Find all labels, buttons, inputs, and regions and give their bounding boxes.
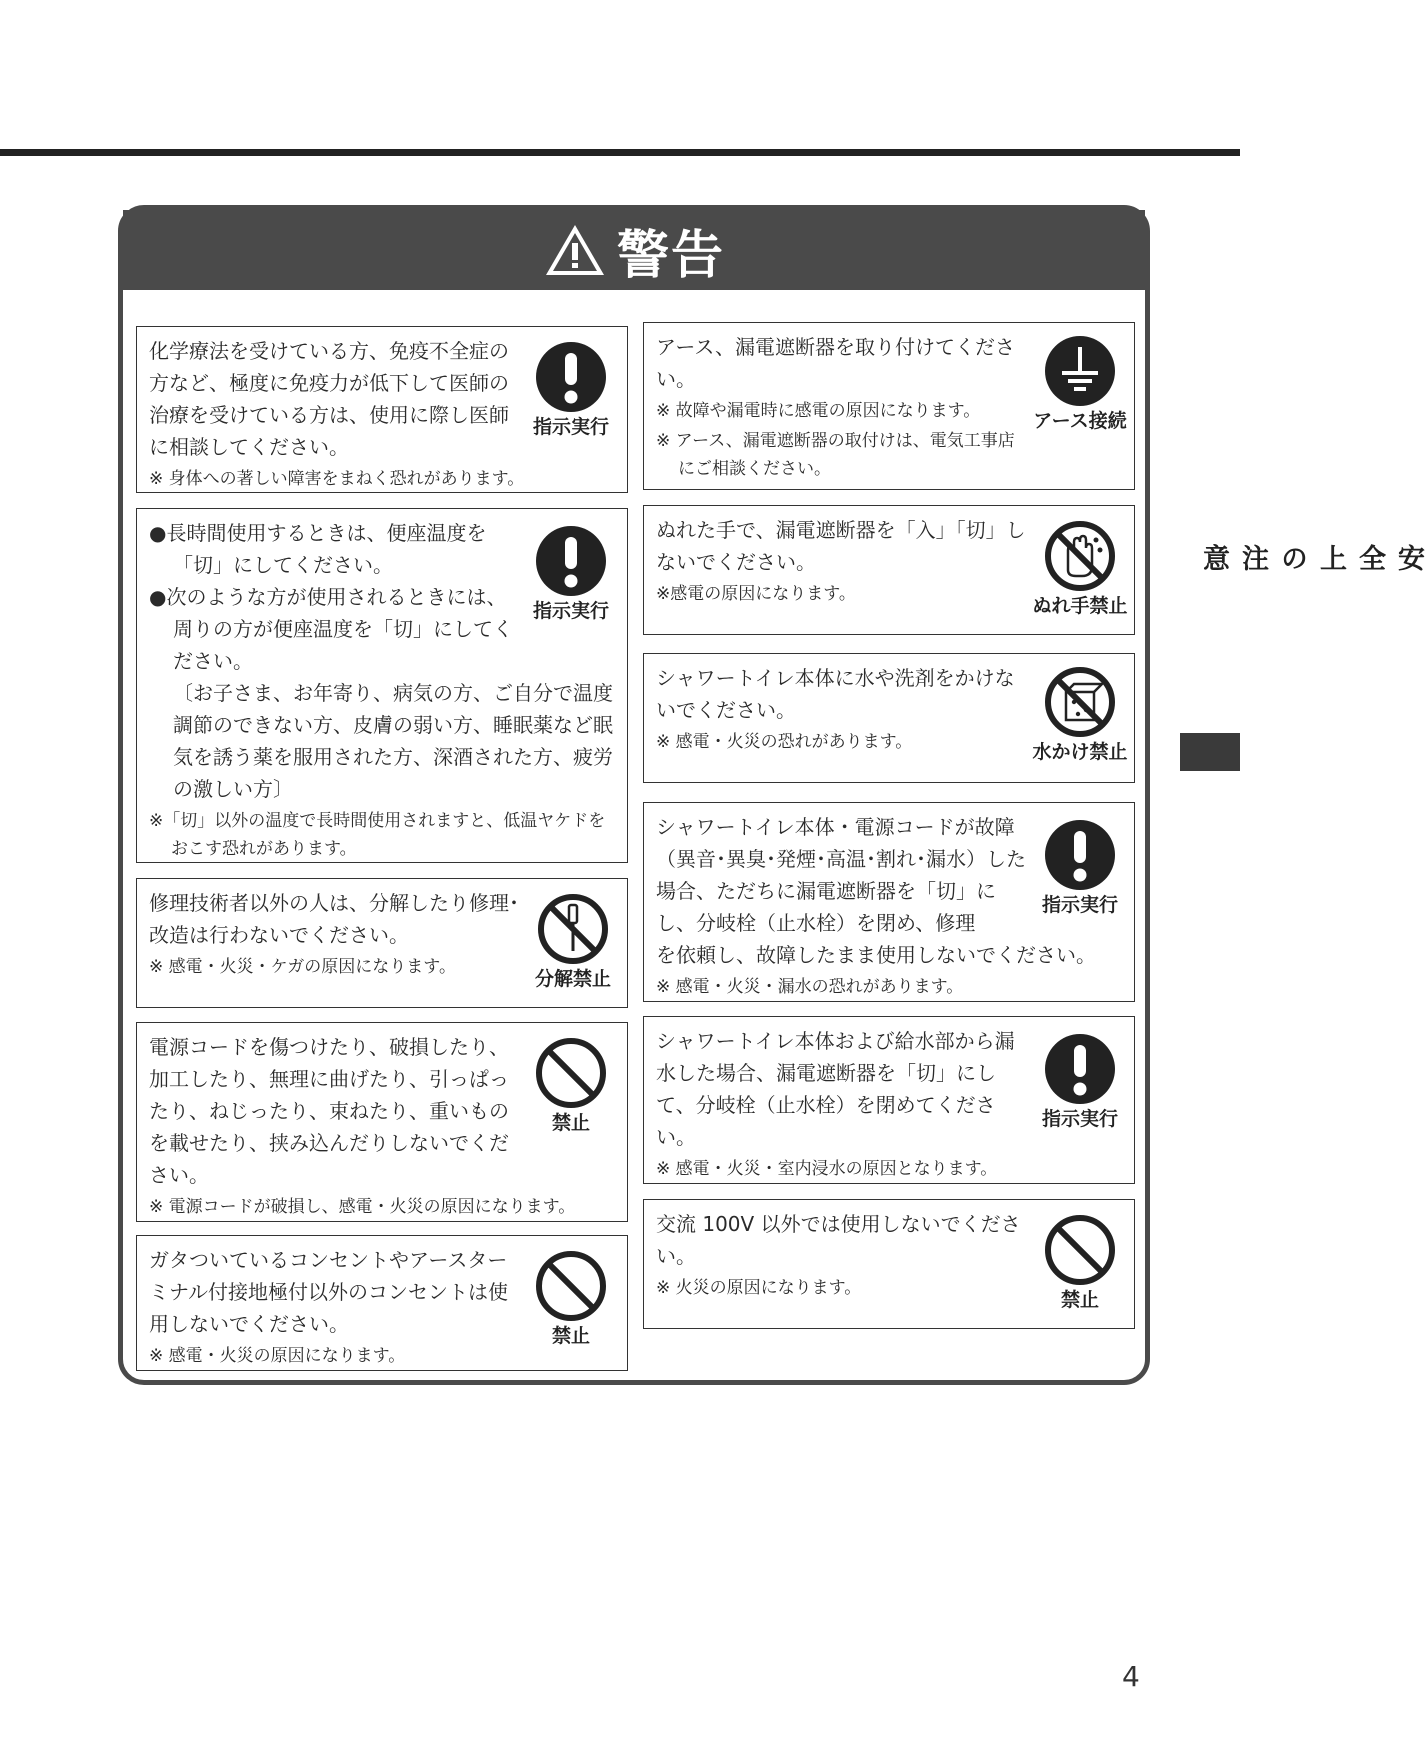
symbol-label: 指示実行 [1041,1108,1118,1130]
warning-note: ※ 感電・火災・ケガの原因になります。 [149,957,456,977]
warning-box-long-use [136,508,628,863]
warning-text: ガタついているコンセントやアースターミナル付接地極付以外のコンセントは使用しないでください。 [149,1248,508,1336]
warning-box-disassembly [136,878,628,1008]
warning-box-wet-hands [643,505,1135,635]
symbol-label: 禁止 [551,1112,590,1134]
warning-panel [118,205,1150,1385]
prohibited-icon [535,1037,607,1109]
no-wet-hands-icon [1044,520,1116,592]
warning-box-malfunction [643,802,1135,1002]
warning-symbol [1030,1033,1130,1131]
warning-header [123,210,1145,290]
warning-symbol [523,893,623,991]
warning-note: ※ アース、漏電遮断器の取付けは、電気工事店にご相談ください。 [656,431,1015,479]
symbol-label: ぬれ手禁止 [1032,595,1128,617]
symbol-label: 禁止 [1060,1289,1099,1311]
warning-symbol [1030,666,1130,764]
mandatory-action-icon [1044,819,1116,891]
warning-symbol [521,1250,621,1348]
no-water-splash-icon [1044,666,1116,738]
bullet-item: ●長時間使用するときは、便座温度を「切」にしてください。 [149,521,487,577]
warning-symbol [1030,819,1130,917]
bullet-item: ●次のような方が使用されるときには、周りの方が便座温度を「切」にしてください。 [149,585,513,673]
warning-note: ※ 感電・火災の原因になります。 [149,1346,406,1366]
warning-box-water-splash [643,653,1135,783]
prohibited-icon [535,1250,607,1322]
warning-note: ※「切」以外の温度で長時間使用されますと、低温ヤケドをおこす恐れがあります。 [149,811,606,859]
warning-symbol [521,525,621,623]
symbol-label: 禁止 [551,1325,590,1347]
warning-note: ※ 感電・火災・室内浸水の原因となります。 [656,1159,998,1179]
top-rule [0,149,1240,156]
symbol-label: 指示実行 [532,600,609,622]
warning-symbol [521,341,621,439]
warning-symbol [521,1037,621,1135]
mandatory-action-icon [1044,1033,1116,1105]
warning-text: シャワートイレ本体・電源コードが故障（異音･異臭･発煙･高温･割れ･漏水）した場合、ただちに漏電遮断器を「切」にし、分岐栓（止水栓）を閉め、修理 [656,815,1026,935]
warning-note: ※ 感電・火災・漏水の恐れがあります。 [656,977,964,997]
ground-connection-icon [1044,335,1116,407]
warning-box-voltage [643,1199,1135,1329]
warning-note: ※ 感電・火災の恐れがあります。 [656,732,913,752]
warning-symbol [1030,520,1130,618]
page-number: 4 [1122,1660,1140,1693]
symbol-label: 指示実行 [1041,894,1118,916]
warning-text: アース、漏電遮断器を取り付けてください。 [656,335,1015,391]
no-disassembly-icon [537,893,609,965]
warning-symbol [1030,1214,1130,1312]
warning-box-earth [643,322,1135,490]
warning-text: 電源コードを傷つけたり、破損したり、加工したり、無理に曲げたり、引っぱったり、ねじったり、束ねたり、重いものを載せたり、挟み込んだりしないでください。 [149,1035,509,1187]
symbol-label: 指示実行 [532,416,609,438]
warning-box-chemotherapy [136,326,628,493]
mandatory-action-icon [535,525,607,597]
warning-text: シャワートイレ本体に水や洗剤をかけないでください。 [656,666,1015,722]
warning-text-continued: を依頼し、故障したまま使用しないでください。 [656,943,1096,967]
warning-note: ※ 故障や漏電時に感電の原因になります。 [656,401,981,421]
warning-box-outlet [136,1235,628,1371]
warning-text: 交流 100V 以外では使用しないでください。 [656,1212,1021,1268]
warning-note: ※ 火災の原因になります。 [656,1278,862,1298]
warning-box-power-cord [136,1022,628,1222]
warning-box-water-leak [643,1016,1135,1184]
warning-note: ※感電の原因になります。 [656,584,856,604]
warning-text: シャワートイレ本体および給水部から漏水した場合、漏電遮断器を「切」にして、分岐栓（止水栓）を閉めてください。 [656,1029,1015,1149]
warning-title: 警告 [616,225,725,286]
symbol-label: アース接続 [1033,410,1127,432]
warning-text: ぬれた手で、漏電遮断器を「入」「切」しないでください。 [656,518,1026,574]
warning-symbol [1030,335,1130,433]
symbol-label: 水かけ禁止 [1032,741,1128,763]
warning-triangle-icon [543,222,607,278]
warning-text: 化学療法を受けている方、免疫不全症の方など、極度に免疫力が低下して医師の治療を受けている方は、使用に際し医師に相談してください。 [149,339,509,459]
section-tab-label: 安全上の注意 [1198,544,1424,573]
warning-text: 修理技術者以外の人は、分解したり修理･改造は行わないでください。 [149,891,519,947]
warning-note: ※ 身体への著しい障害をまねく恐れがあります。 [149,469,525,489]
section-tab-marker [1180,733,1240,771]
symbol-label: 分解禁止 [534,968,611,990]
mandatory-action-icon [535,341,607,413]
prohibited-icon [1044,1214,1116,1286]
paren-list: 〔お子さま、お年寄り、病気の方、ご自分で温度調節のできない方、皮膚の弱い方、睡眠薬など眠気を誘う薬を服用された方、深酒された方、疲労の激しい方〕 [173,681,613,801]
warning-note: ※ 電源コードが破損し、感電・火災の原因になります。 [149,1197,576,1217]
